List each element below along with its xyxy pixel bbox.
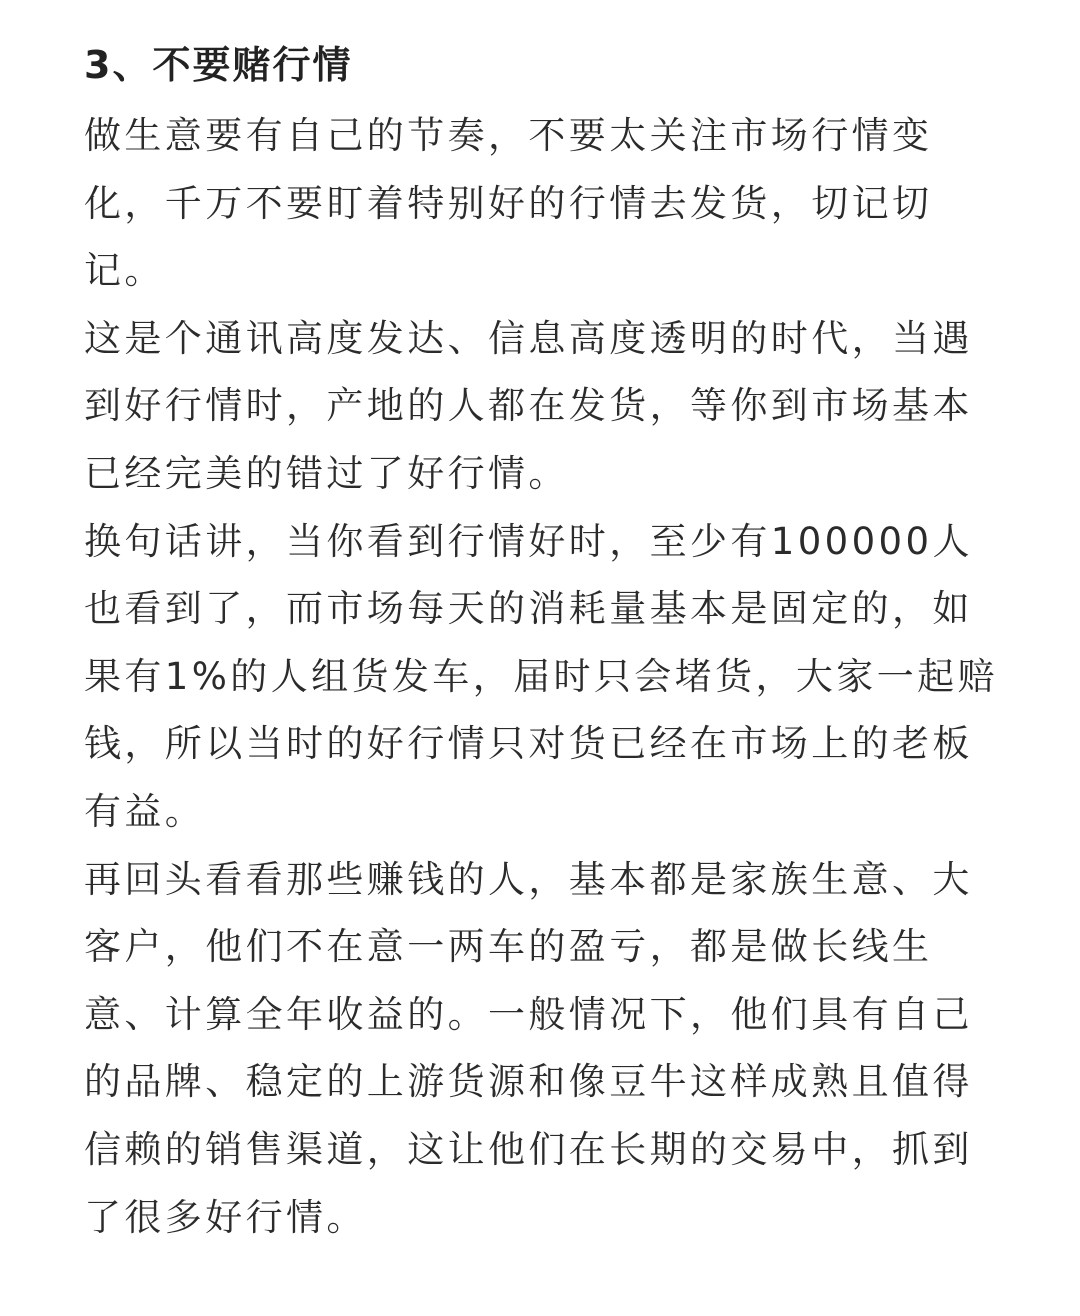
paragraph-4: 再回头看看那些赚钱的人，基本都是家族生意、大客户，他们不在意一两车的盈亏，都是做长线生意、计算全年收益的。一般情况下，他们具有自己的品牌、稳定的上游货源和像豆牛这样成熟且值得信赖的销售渠道，这让他们在长期的交易中，抓到了很多好行情。 [84,857,973,1239]
paragraph-2: 这是个通讯高度发达、信息高度透明的时代，当遇到好行情时，产地的人都在发货，等你到市场基本已经完美的错过了好行情。 [84,316,973,495]
section-heading: 3、不要赌行情 [84,43,353,87]
article-body [84,36,1004,1251]
paragraph-3: 换句话讲，当你看到行情好时，至少有100000人也看到了，而市场每天的消耗量基本是固定的，如果有1%的人组货发车，届时只会堵货，大家一起赔钱，所以当时的好行情只对货已经在市场上的老板有益。 [84,519,998,833]
paragraph-1: 做生意要有自己的节奏，不要太关注市场行情变化，千万不要盯着特别好的行情去发货，切记切记。 [84,114,933,293]
